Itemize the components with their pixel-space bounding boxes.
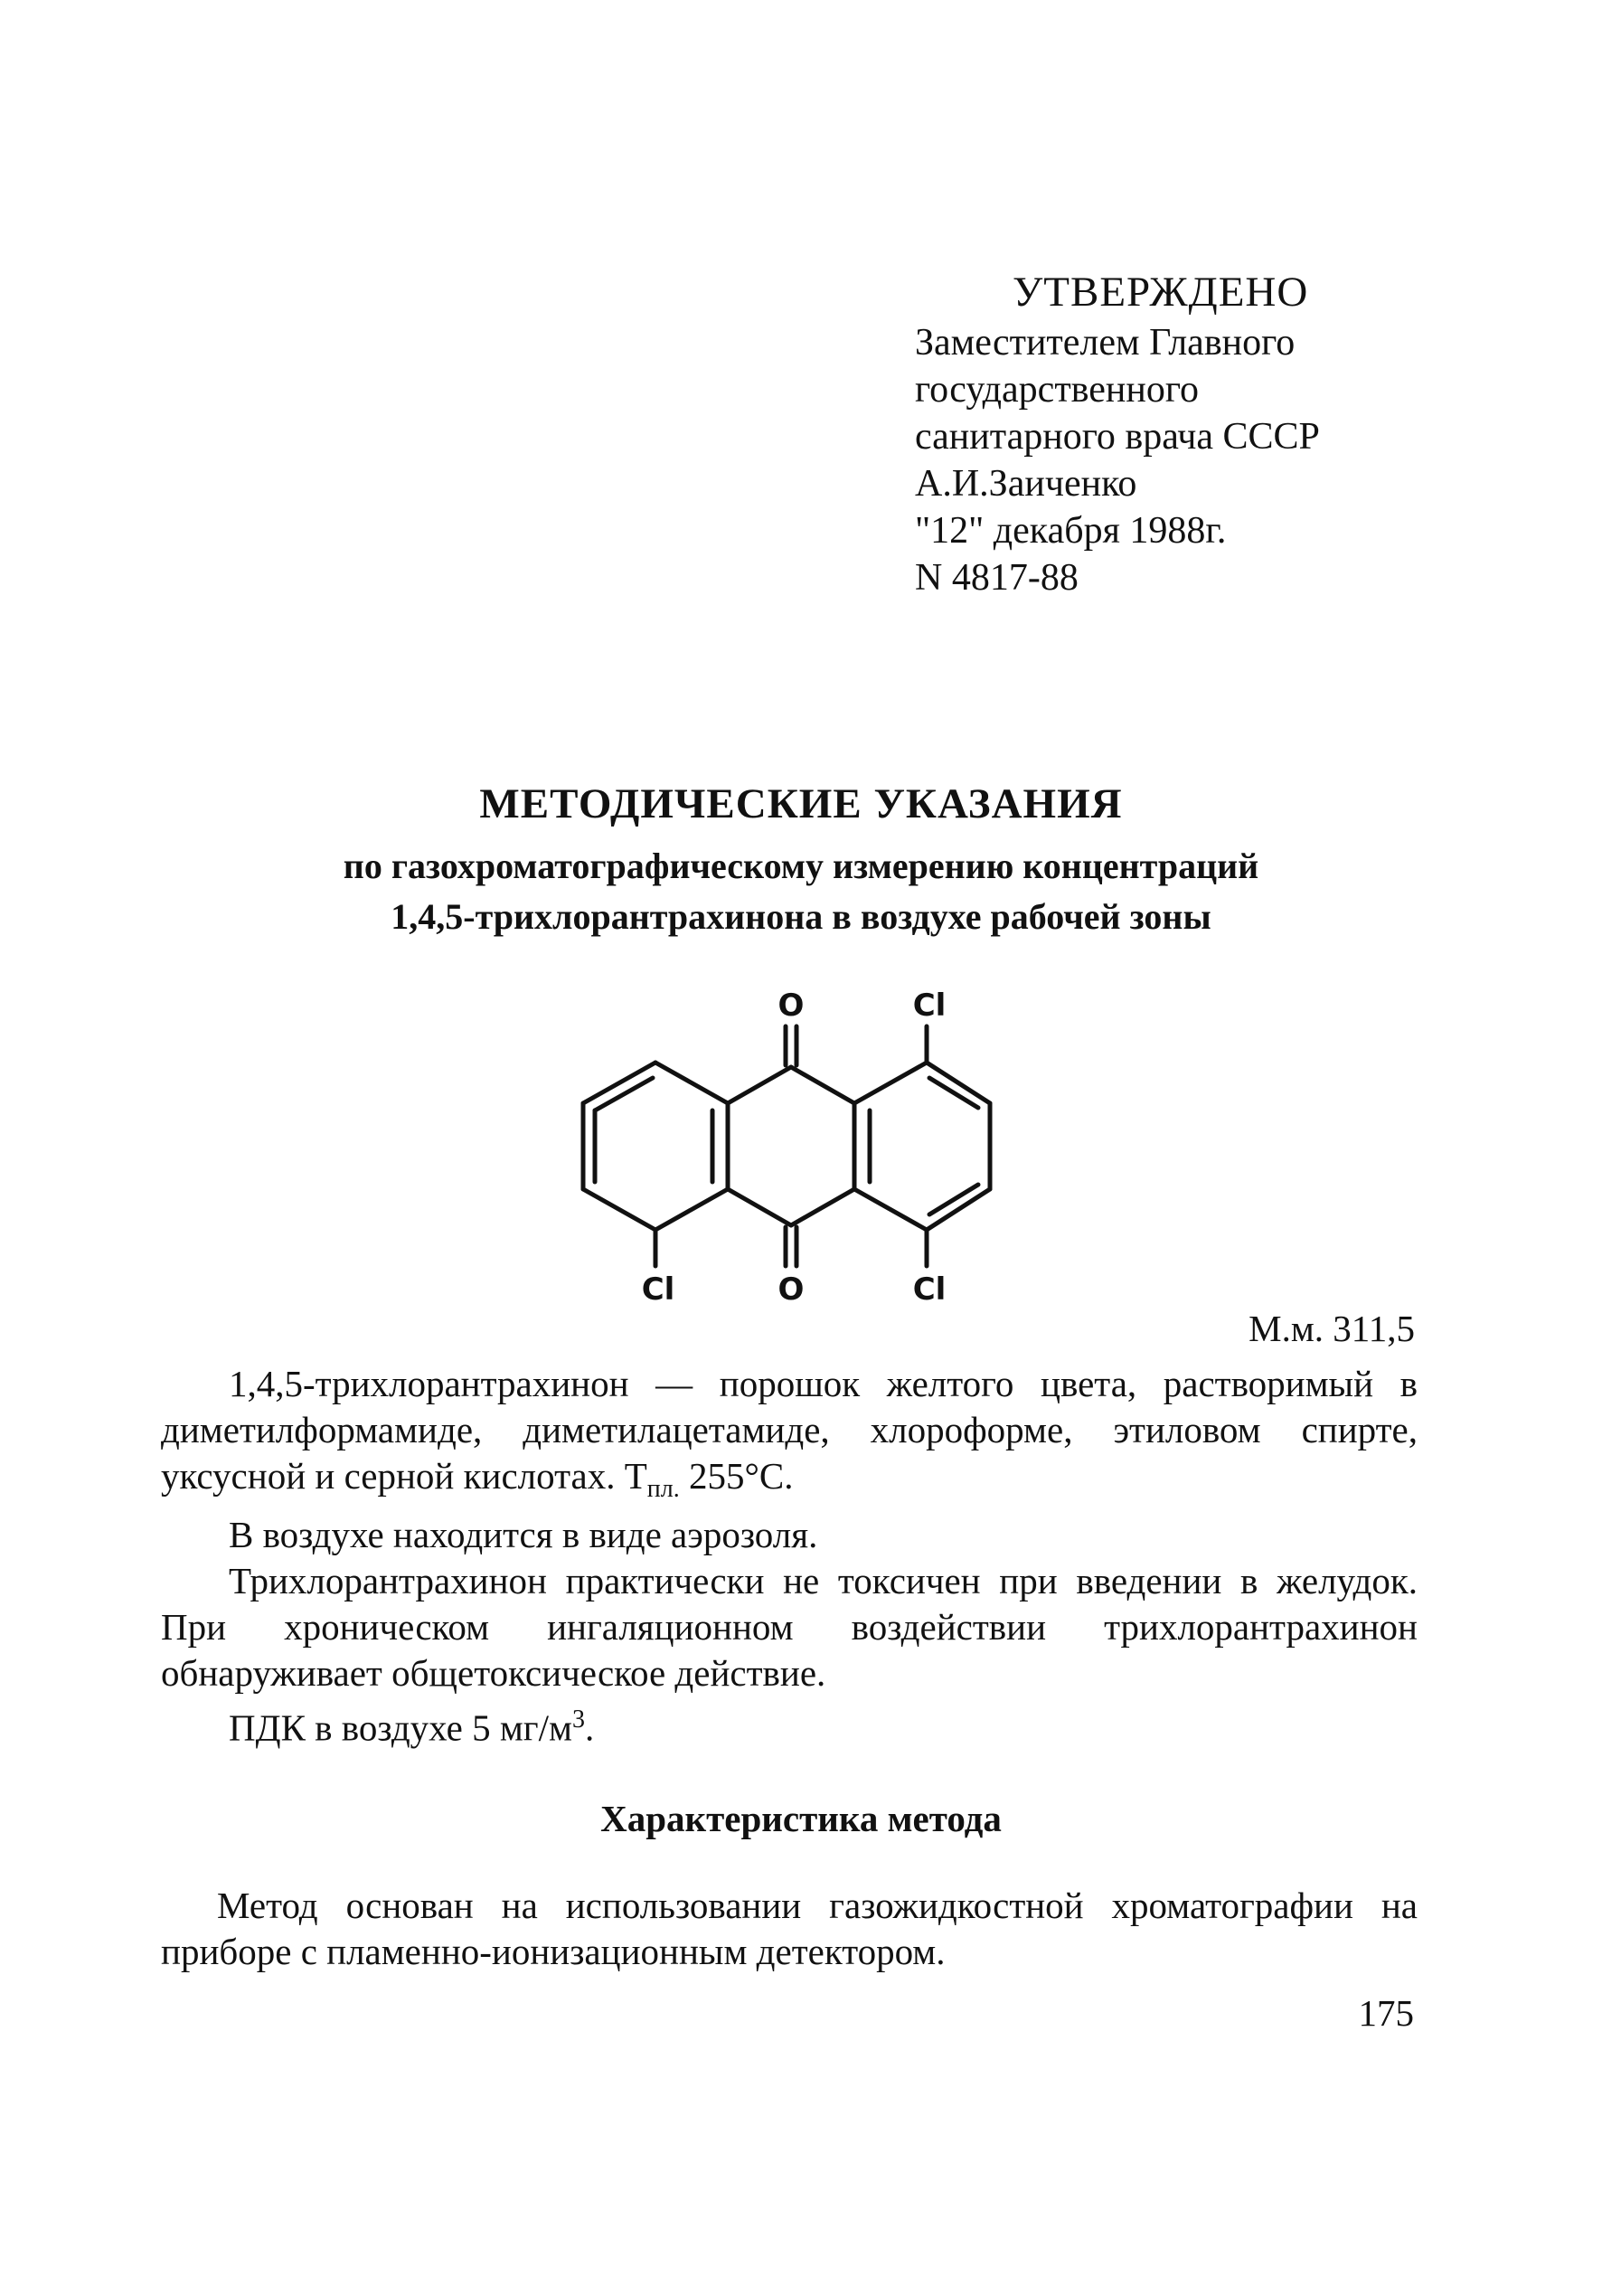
paragraph-text: ПДК в воздухе 5 мг/м — [229, 1706, 572, 1749]
paragraph-text: 255°С. — [679, 1455, 794, 1497]
atom-label: Cl — [912, 1271, 947, 1307]
atom-label: O — [777, 1271, 805, 1307]
atom-label: O — [777, 987, 805, 1024]
paragraph-method: Метод основан на использовании газожидкостной хроматографии на приборе с пламенно-ионизационным детектором. — [161, 1885, 1418, 1972]
document-title — [0, 780, 1602, 942]
approval-line: А.И.Заиченко — [915, 463, 1137, 505]
approval-stamp: УТВЕРЖДЕНО — [1013, 269, 1309, 316]
approval-line: N 4817-88 — [915, 557, 1079, 599]
atom-label: Cl — [912, 987, 947, 1024]
title-main: МЕТОДИЧЕСКИЕ УКАЗАНИЯ — [479, 780, 1123, 827]
paragraph-toxicity: Трихлорантрахинон практически не токсичен при введении в желудок. При хроническом ингаляционном воздействии трихлорантрахинон обнаруживает общетоксическое действие. — [161, 1560, 1418, 1695]
approval-line: санитарного врача СССР — [915, 416, 1320, 458]
structural-formula — [561, 981, 1013, 1307]
title-subtitle-line: 1,4,5-трихлорантрахинона в воздухе рабочей зоны — [391, 896, 1211, 937]
melting-point-subscript: пл. — [646, 1475, 680, 1504]
paragraph-properties — [161, 1361, 1418, 1512]
description-text — [161, 1361, 1418, 1752]
title-subtitle-line: по газохроматографическому измерению концентраций — [343, 846, 1259, 886]
paragraph-mac — [161, 1696, 1418, 1752]
unit-superscript: 3 — [571, 1705, 585, 1734]
approval-line: "12" декабря 1988г. — [915, 510, 1227, 552]
atom-label: Cl — [641, 1271, 675, 1307]
approval-block — [915, 269, 1320, 601]
paragraph-text: 1,4,5-трихлорантрахинон — порошок желтого цвета, растворимый в диметилформамиде, диметилацетамиде, хлороформе, этиловом спирте, уксусной и серной кислотах. Т — [161, 1363, 1418, 1497]
paragraph-text: . — [584, 1706, 595, 1749]
page-number: 175 — [1358, 1992, 1414, 2034]
approval-line: государственного — [915, 369, 1200, 411]
approval-line: Заместителем Главного — [915, 322, 1296, 364]
molar-mass: М.м. 311,5 — [1249, 1308, 1415, 1349]
paragraph-state: В воздухе находится в виде аэрозоля. — [229, 1514, 818, 1556]
section-heading: Характеристика метода — [600, 1798, 1002, 1839]
method-text — [161, 1883, 1418, 1975]
